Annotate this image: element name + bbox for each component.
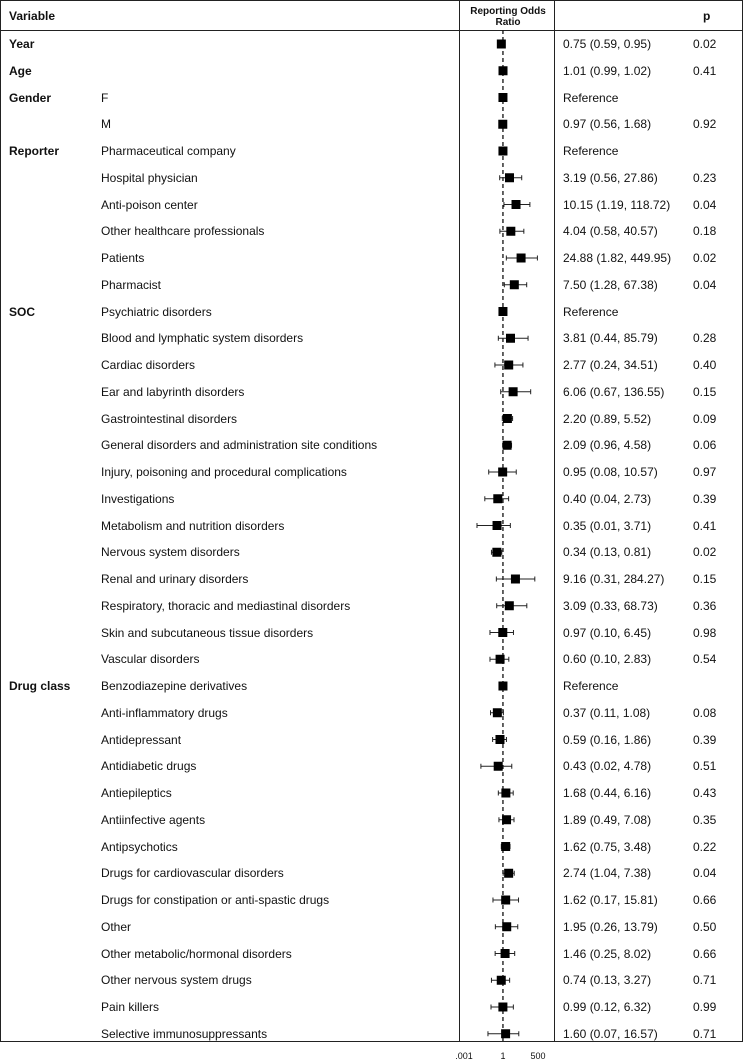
ror-ci-text: 6.06 (0.67, 136.55) [563,384,665,399]
ror-ci-text: 2.74 (1.04, 7.38) [563,866,652,881]
p-value: 0.08 [693,705,717,720]
point-estimate [498,120,507,129]
ror-ci-text: Reference [563,679,619,693]
forest-plot-area [459,30,554,1041]
level-label: Antiepileptics [101,786,172,800]
variable-label: Reporter [9,144,60,158]
ror-ci-text: 1.68 (0.44, 6.16) [563,786,652,800]
point-estimate [498,307,507,316]
ror-ci-text: 0.35 (0.01, 3.71) [563,518,652,533]
p-value: 0.92 [693,117,717,132]
ror-ci-text: 1.89 (0.49, 7.08) [563,812,652,827]
ror-ci-text: 7.50 (1.28, 67.38) [563,277,658,292]
point-estimate [509,387,518,396]
p-value: 0.43 [693,786,717,800]
point-estimate [506,227,515,236]
ror-ci-text: 2.77 (0.24, 34.51) [563,358,658,372]
ror-ci-text: 0.97 (0.10, 6.45) [563,625,652,640]
level-label: Pharmaceutical company [101,144,236,158]
level-label: Injury, poisoning and procedural complications [101,465,347,479]
point-estimate [501,896,510,905]
p-value: 0.22 [693,839,717,854]
point-estimate [499,66,508,75]
point-estimate [493,494,502,503]
point-estimate [497,40,506,49]
p-value: 0.02 [693,545,717,560]
p-value: 0.36 [693,598,717,613]
level-label: Cardiac disorders [101,358,196,372]
level-label: Gastrointestinal disorders [101,411,238,426]
point-estimate [517,254,526,263]
p-value: 0.98 [693,625,717,640]
level-label: Other metabolic/hormonal disorders [101,946,292,961]
level-label: Antipsychotics [101,839,178,854]
ror-ci-text: 4.04 (0.58, 40.57) [563,224,658,239]
point-estimate [504,869,513,878]
ror-ci-text: 0.34 (0.13, 0.81) [563,545,652,560]
level-label: Renal and urinary disorders [101,572,249,586]
level-label: Antiinfective agents [101,812,206,827]
p-value: 0.15 [693,384,717,399]
ror-ci-text: 3.81 (0.44, 85.79) [563,331,658,346]
ror-ci-text: Reference [563,144,619,158]
level-label: F [101,90,109,105]
p-value: 0.02 [693,37,717,51]
point-estimate [506,334,515,343]
level-label: Nervous system disorders [101,545,240,560]
ror-ci-text: 1.62 (0.75, 3.48) [563,839,652,854]
p-value: 0.71 [693,1026,717,1041]
header-reporting-odds-ratio: Reporting Odds Ratio [470,6,546,28]
point-estimate [493,521,502,530]
point-estimate [504,361,513,370]
ror-ci-text: 0.95 (0.08, 10.57) [563,465,658,479]
ror-ci-text: 0.74 (0.13, 3.27) [563,973,652,988]
ror-ci-text: 0.75 (0.59, 0.95) [563,37,652,51]
level-label: Other nervous system drugs [101,973,252,988]
level-label: Drugs for constipation or anti-spastic drugs [101,893,330,907]
level-label: Selective immunosuppressants [101,1026,268,1041]
point-estimate [498,1003,507,1012]
level-label: Pain killers [101,1000,160,1014]
ror-ci-text: 2.20 (0.89, 5.52) [563,411,652,426]
ror-ci-text: 0.99 (0.12, 6.32) [563,1000,652,1014]
p-value: 0.04 [693,277,717,292]
p-value: 0.41 [693,63,717,78]
point-estimate [498,147,507,156]
header-p: p [703,9,711,23]
level-label: Antidepressant [101,732,182,747]
point-estimate [497,976,506,985]
level-label: Metabolism and nutrition disorders [101,518,285,533]
point-estimate [503,441,512,450]
ror-ci-text: 10.15 (1.19, 118.72) [563,197,671,212]
level-label: Vascular disorders [101,652,200,667]
table-bottom-rule [0,1041,743,1042]
point-estimate [496,655,505,664]
level-label: Patients [101,251,145,265]
level-label: Anti-inflammatory drugs [101,705,228,720]
ror-ci-text: Reference [563,304,619,319]
point-estimate [501,1029,510,1038]
p-value: 0.02 [693,251,717,265]
p-value: 0.06 [693,438,717,453]
p-value: 0.51 [693,759,717,774]
point-estimate [501,842,510,851]
p-value: 0.04 [693,197,717,212]
ror-ci-text: 0.40 (0.04, 2.73) [563,491,652,506]
p-value: 0.97 [693,465,717,479]
level-label: Benzodiazepine derivatives [101,679,248,693]
point-estimate [503,414,512,423]
header-variable: Variable [9,9,56,23]
level-label: Respiratory, thoracic and mediastinal disorders [101,598,351,613]
p-value: 0.50 [693,919,717,934]
p-value: 0.71 [693,973,717,988]
level-label: Hospital physician [101,170,198,185]
level-label: Skin and subcutaneous tissue disorders [101,625,314,640]
ror-ci-text: Reference [563,90,619,105]
plot-right-divider [554,0,555,1042]
point-estimate [502,922,511,931]
point-estimate [511,575,520,584]
ror-ci-text: 3.09 (0.33, 68.73) [563,598,658,613]
x-tick-label: .001 [455,1051,473,1061]
ror-ci-text: 0.60 (0.10, 2.83) [563,652,652,667]
p-value: 0.23 [693,170,717,185]
point-estimate [512,200,521,209]
variable-label: Year [9,37,35,51]
ror-ci-text: 1.62 (0.17, 15.81) [563,893,658,907]
variable-label: Age [9,63,32,78]
p-value: 0.39 [693,732,717,747]
level-label: Drugs for cardiovascular disorders [101,866,284,881]
level-label: Anti-poison center [101,197,198,212]
ror-ci-text: 3.19 (0.56, 27.86) [563,170,658,185]
ror-ci-text: 0.59 (0.16, 1.86) [563,732,652,747]
ror-ci-text: 1.01 (0.99, 1.02) [563,63,652,78]
variable-label: Drug class [9,679,71,693]
p-value: 0.39 [693,491,717,506]
p-value: 0.04 [693,866,717,881]
header-top-rule [0,0,743,1]
point-estimate [501,789,510,798]
point-estimate [502,815,511,824]
point-estimate [498,468,507,477]
ror-ci-text: 1.60 (0.07, 16.57) [563,1026,658,1041]
ror-ci-text: 24.88 (1.82, 449.95) [563,251,672,265]
point-estimate [492,548,501,557]
level-label: General disorders and administration site conditions [101,438,378,453]
point-estimate [505,601,514,610]
level-label: Ear and labyrinth disorders [101,384,245,399]
level-label: Blood and lymphatic system disorders [101,331,304,346]
level-label: M [101,117,111,132]
p-value: 0.09 [693,411,717,426]
ror-ci-text: 2.09 (0.96, 4.58) [563,438,652,453]
point-estimate [505,173,514,182]
ror-ci-text: 1.46 (0.25, 8.02) [563,946,652,961]
level-label: Psychiatric disorders [101,304,212,319]
level-label: Investigations [101,491,175,506]
x-tick-label: 500 [530,1051,546,1061]
p-value: 0.40 [693,358,717,372]
left-border [0,0,1,1042]
level-label: Other healthcare professionals [101,224,265,239]
p-value: 0.41 [693,518,717,533]
p-value: 0.28 [693,331,717,346]
point-estimate [494,762,503,771]
p-value: 0.99 [693,1000,717,1014]
point-estimate [498,93,507,102]
p-value: 0.18 [693,224,717,239]
p-value: 0.66 [693,946,717,961]
p-value: 0.66 [693,893,717,907]
variable-label: SOC [9,304,36,319]
level-label: Antidiabetic drugs [101,759,197,774]
ror-ci-text: 0.97 (0.56, 1.68) [563,117,652,132]
point-estimate [501,949,510,958]
point-estimate [498,628,507,637]
point-estimate [510,280,519,289]
x-tick-label: 1 [500,1051,506,1061]
header-bottom-rule [0,30,743,31]
ror-ci-text: 0.43 (0.02, 4.78) [563,759,652,774]
ror-ci-text: 1.95 (0.26, 13.79) [563,919,658,934]
p-value: 0.15 [693,572,717,586]
level-label: Other [101,919,132,934]
p-value: 0.35 [693,812,717,827]
p-value: 0.54 [693,652,717,667]
ror-ci-text: 9.16 (0.31, 284.27) [563,572,665,586]
point-estimate [493,708,502,717]
point-estimate [495,735,504,744]
variable-label: Gender [9,90,52,105]
ror-ci-text: 0.37 (0.11, 1.08) [563,705,651,720]
point-estimate [498,682,507,691]
level-label: Pharmacist [101,277,162,292]
